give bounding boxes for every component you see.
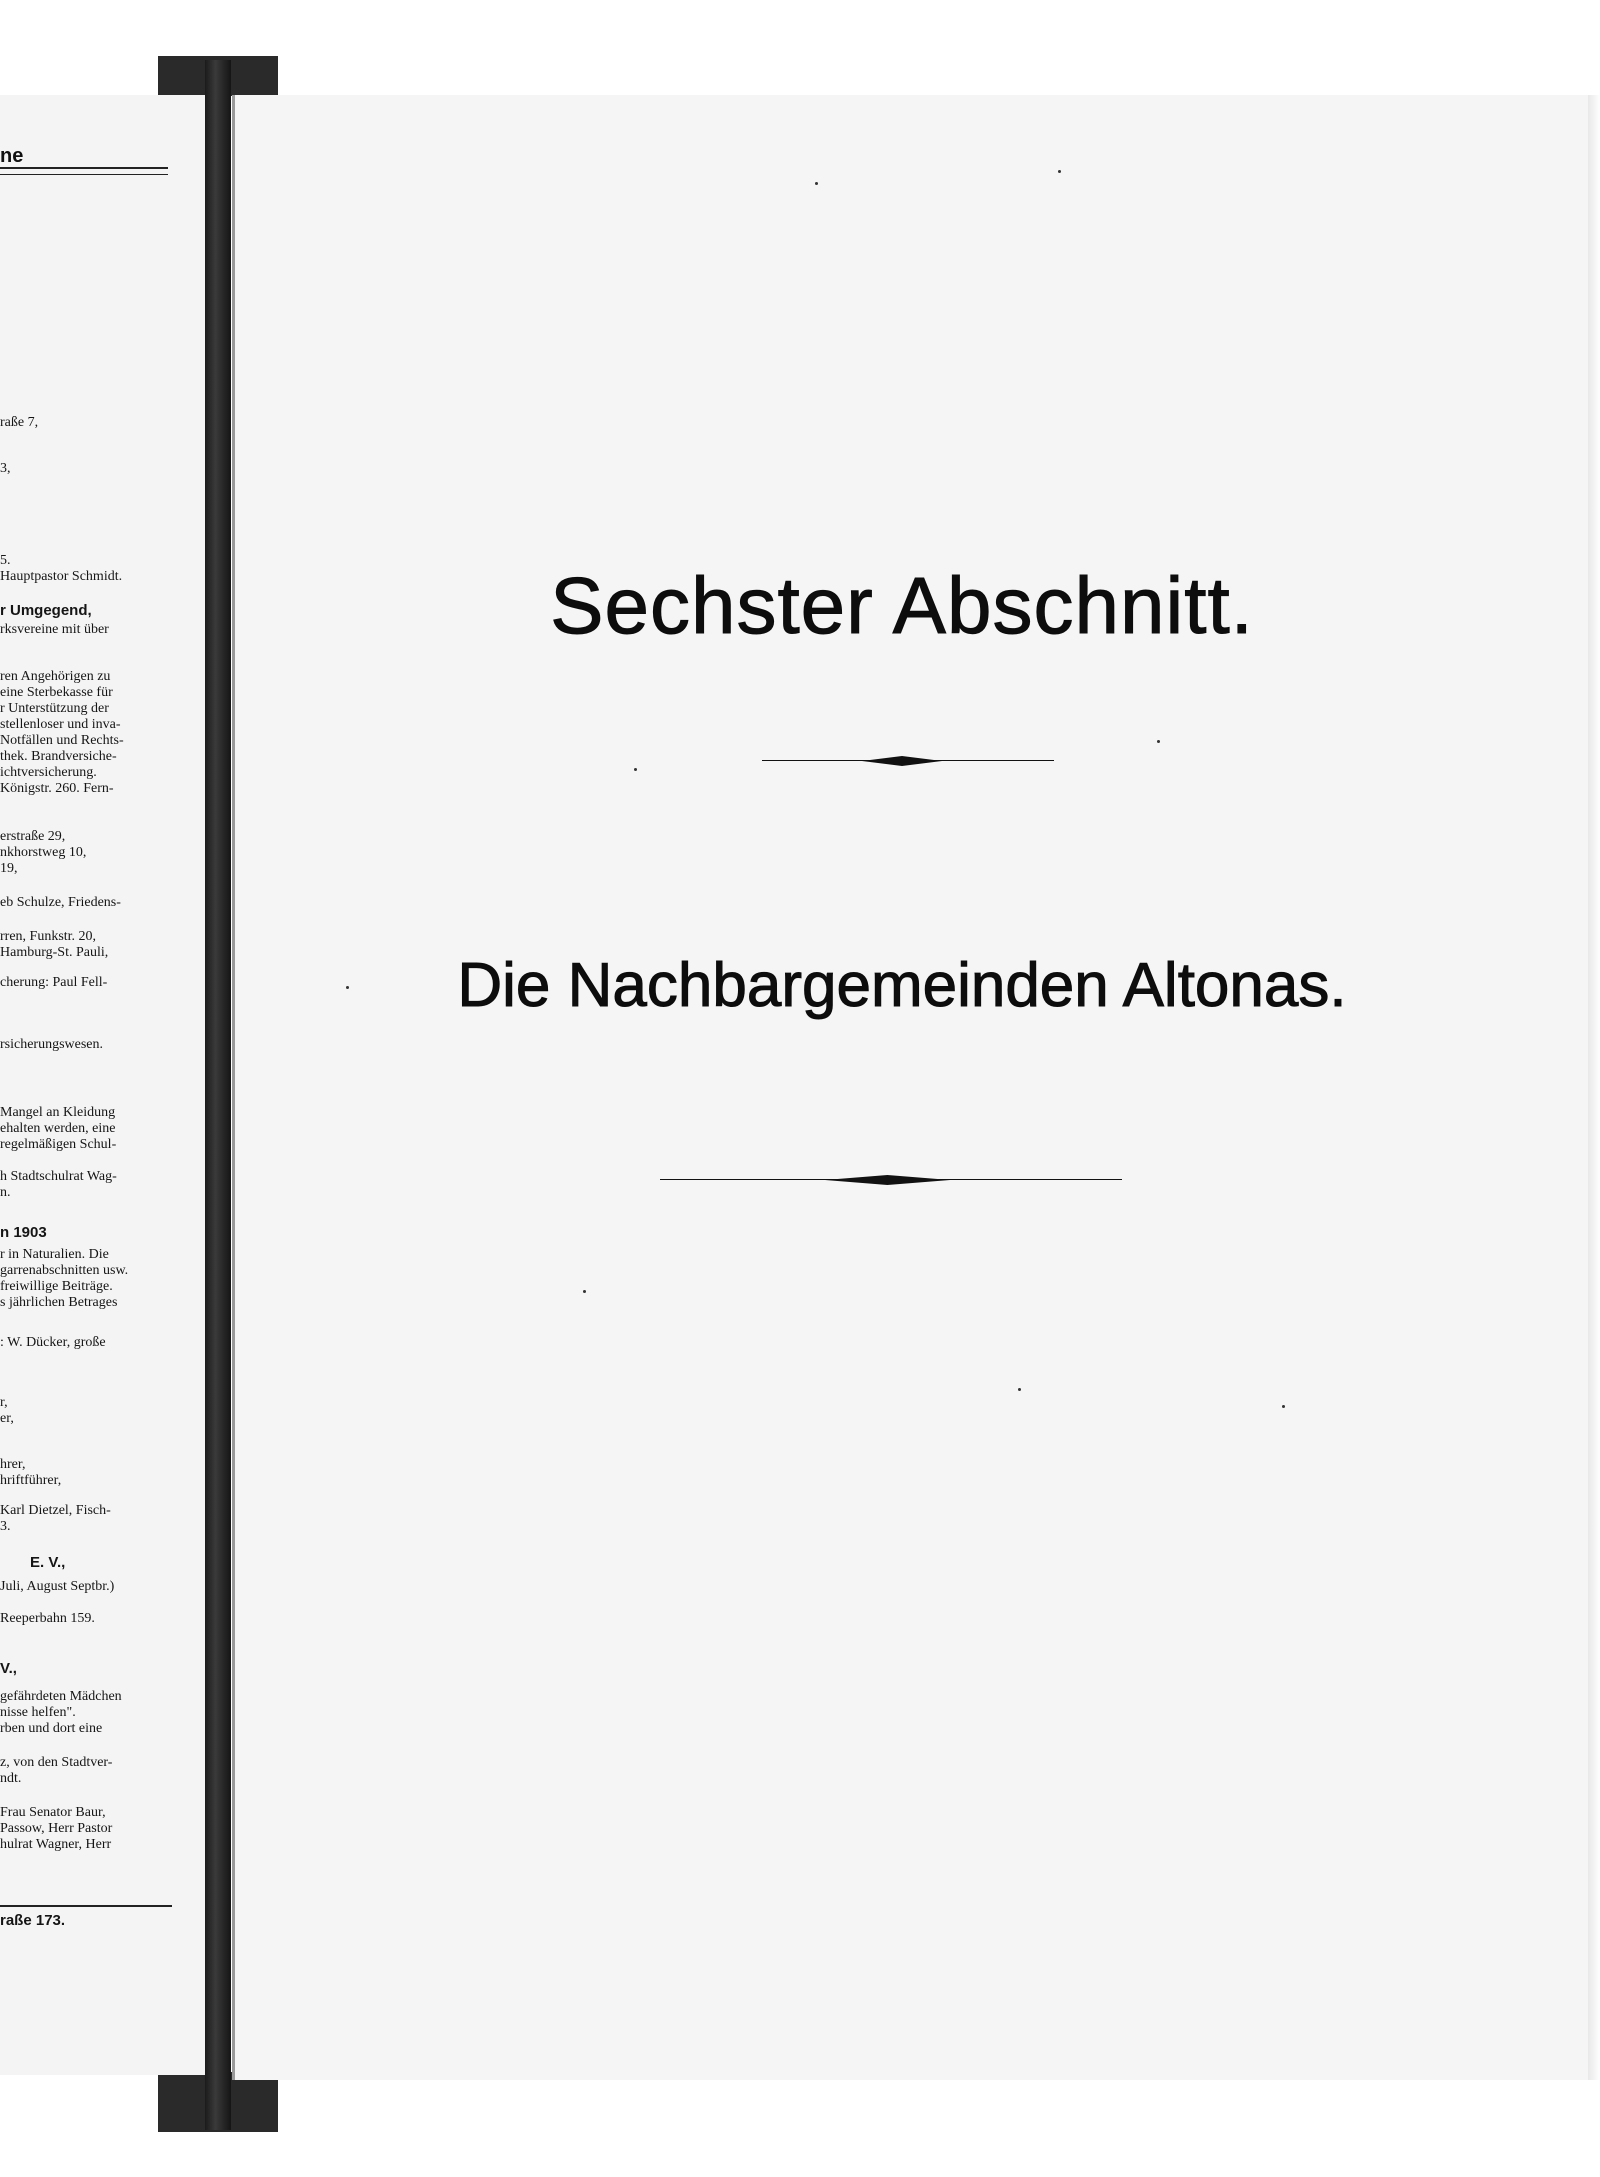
- left-footer-rule: [0, 1905, 172, 1907]
- left-text-line: stellenloser und inva-: [0, 717, 121, 732]
- left-footer-text: raße 173.: [0, 1912, 66, 1929]
- scan-speck: [583, 1290, 586, 1293]
- left-text-line: r in Naturalien. Die: [0, 1247, 109, 1262]
- scan-speck: [346, 986, 349, 989]
- left-text-line: Reeperbahn 159.: [0, 1611, 95, 1626]
- left-text-line: eine Sterbekasse für: [0, 685, 113, 700]
- left-text-line: Juli, August Septbr.): [0, 1579, 115, 1594]
- left-text-line: rsicherungswesen.: [0, 1037, 104, 1052]
- scan-speck: [1282, 1405, 1285, 1408]
- left-text-line: 3,: [0, 461, 11, 476]
- left-text-line: er,: [0, 1411, 14, 1426]
- left-text-line: rben und dort eine: [0, 1721, 103, 1736]
- left-text-line: Hauptpastor Schmidt.: [0, 569, 123, 584]
- left-text-line: ndt.: [0, 1771, 22, 1786]
- left-text-line: r Unterstützung der: [0, 701, 109, 716]
- left-text-line: erstraße 29,: [0, 829, 66, 844]
- page-edge: [1588, 95, 1600, 2080]
- left-text-line: eb Schulze, Friedens-: [0, 895, 121, 910]
- scan-speck: [1157, 740, 1160, 743]
- right-page: [232, 95, 1593, 2080]
- left-text-heading: n 1903: [0, 1224, 47, 1241]
- left-header-rule: [0, 167, 168, 175]
- left-text-line: garrenabschnitten usw.: [0, 1263, 129, 1278]
- left-text-line: hrer,: [0, 1457, 26, 1472]
- ornament-divider-bottom: [660, 1175, 1122, 1185]
- left-text-line: Mangel an Kleidung: [0, 1105, 116, 1120]
- left-text-line: z, von den Stadtver-: [0, 1755, 113, 1770]
- left-text-line: nisse helfen".: [0, 1705, 76, 1720]
- section-subtitle: Die Nachbargemeinden Altonas.: [457, 951, 1347, 1020]
- left-text-line: Passow, Herr Pastor: [0, 1821, 113, 1836]
- scan-speck: [815, 182, 818, 185]
- left-text-line: gefährdeten Mädchen: [0, 1689, 122, 1704]
- left-text-line: Königstr. 260. Fern-: [0, 781, 114, 796]
- ornament-divider-top: [762, 756, 1054, 766]
- left-text-line: 3.: [0, 1519, 11, 1534]
- scan-speck: [1058, 170, 1061, 173]
- left-text-line: rren, Funkstr. 20,: [0, 929, 97, 944]
- left-text-line: freiwillige Beiträge.: [0, 1279, 113, 1294]
- left-text-heading: E. V.,: [30, 1554, 66, 1571]
- scan-speck: [634, 768, 637, 771]
- left-text-line: 5.: [0, 553, 11, 568]
- left-text-line: h Stadtschulrat Wag-: [0, 1169, 117, 1184]
- scan-speck: [1018, 1388, 1021, 1391]
- left-text-line: n.: [0, 1185, 11, 1200]
- left-text-line: raße 7,: [0, 415, 39, 430]
- left-text-line: cherung: Paul Fell-: [0, 975, 108, 990]
- left-page-header: ne: [0, 145, 24, 167]
- left-text-line: 19,: [0, 861, 18, 876]
- left-text-line: r,: [0, 1395, 8, 1410]
- left-text-line: Notfällen und Rechts-: [0, 733, 124, 748]
- left-text-line: hulrat Wagner, Herr: [0, 1837, 112, 1852]
- left-text-heading: V.,: [0, 1660, 17, 1677]
- left-text-line: regelmäßigen Schul-: [0, 1137, 117, 1152]
- left-text-line: hriftführer,: [0, 1473, 62, 1488]
- left-text-line: ren Angehörigen zu: [0, 669, 111, 684]
- left-text-line: ehalten werden, eine: [0, 1121, 116, 1136]
- left-text-line: nkhorstweg 10,: [0, 845, 87, 860]
- left-text-line: : W. Dücker, große: [0, 1335, 106, 1350]
- book-gutter: [205, 60, 231, 2130]
- left-text-line: thek. Brandversiche-: [0, 749, 117, 764]
- left-text-heading: r Umgegend,: [0, 602, 92, 619]
- left-text-line: Hamburg-St. Pauli,: [0, 945, 109, 960]
- left-text-line: Frau Senator Baur,: [0, 1805, 106, 1820]
- section-title: Sechster Abschnitt.: [550, 561, 1254, 650]
- left-page-fragment: [0, 95, 208, 2075]
- left-text-line: rksvereine mit über: [0, 622, 109, 637]
- left-text-line: s jährlichen Betrages: [0, 1295, 118, 1310]
- left-text-line: ichtversicherung.: [0, 765, 97, 780]
- left-text-line: Karl Dietzel, Fisch-: [0, 1503, 111, 1518]
